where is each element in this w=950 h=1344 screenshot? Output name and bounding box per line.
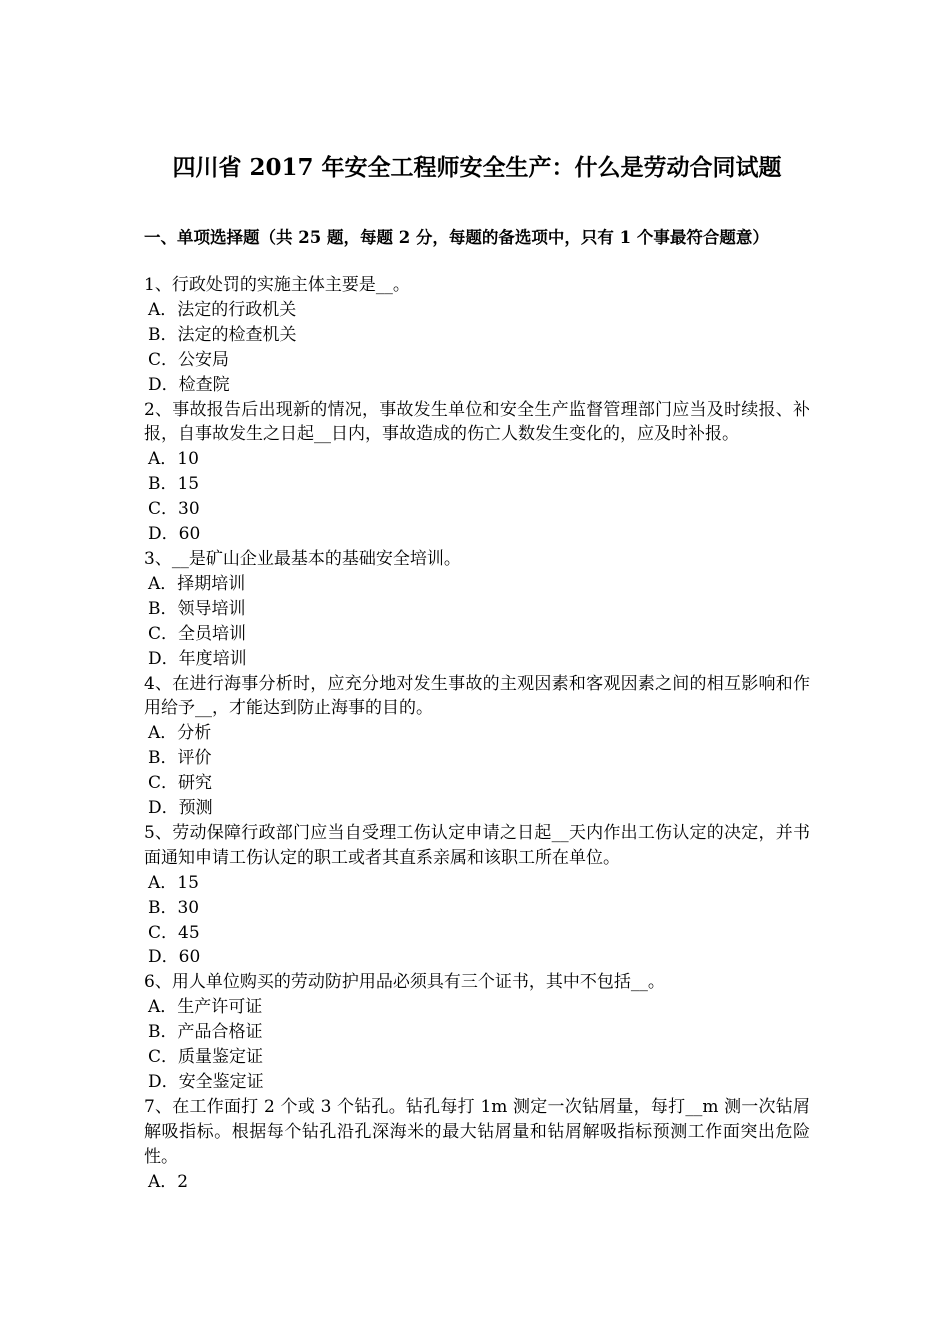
answer-option: D．60 xyxy=(148,524,201,545)
question-stem: 6、用人单位购买的劳动防护用品必须具有三个证书，其中不包括__。 xyxy=(144,972,665,993)
question-list xyxy=(144,273,810,1195)
question-block xyxy=(144,1095,810,1195)
section-heading: 一、单项选择题（共 25 题，每题 2 分，每题的备选项中，只有 1 个事最符合题意） xyxy=(144,228,769,247)
question-block xyxy=(144,970,810,1095)
question-stem: 1、行政处罚的实施主体主要是__。 xyxy=(144,275,410,295)
question-block xyxy=(144,547,810,672)
answer-option: C．30 xyxy=(148,499,200,520)
answer-option: C．质量鉴定证 xyxy=(148,1047,264,1068)
question-block xyxy=(144,398,810,547)
answer-option: D．预测 xyxy=(148,798,213,819)
answer-option: B．评价 xyxy=(148,748,212,769)
answer-option: D．检查院 xyxy=(148,374,230,395)
question-stem: 4、在进行海事分析时，应充分地对发生事故的主观因素和客观因素之间的相互影响和作用给予__，才能达到防止海事的目的。 xyxy=(144,673,810,719)
answer-option: A．10 xyxy=(148,449,199,470)
answer-option: A．法定的行政机关 xyxy=(148,299,297,320)
question-stem: 5、劳动保障行政部门应当自受理工伤认定申请之日起__天内作出工伤认定的决定，并书面通知申请工伤认定的职工或者其直系亲属和该职工所在单位。 xyxy=(144,822,810,868)
answer-option: C．全员培训 xyxy=(148,623,247,644)
answer-option: B．领导培训 xyxy=(148,598,246,619)
answer-option: C．公安局 xyxy=(148,349,230,370)
answer-option: D．60 xyxy=(148,947,201,968)
answer-option: D．年度培训 xyxy=(148,648,247,669)
answer-option: A．2 xyxy=(148,1171,189,1192)
answer-option: A．15 xyxy=(148,872,199,893)
answer-option: A．择期培训 xyxy=(148,573,246,594)
question-stem: 7、在工作面打 2 个或 3 个钻孔。钻孔每打 1m 测定一次钻屑量，每打__m 测一次钻屑解吸指标。根据每个钻孔沿孔深海米的最大钻屑量和钻屑解吸指标预测工作面突出危险性。 xyxy=(144,1096,810,1167)
answer-option: B．15 xyxy=(148,474,200,495)
answer-option: C．45 xyxy=(148,922,200,943)
answer-option: A．分析 xyxy=(148,723,212,744)
answer-option: C．研究 xyxy=(148,773,213,794)
question-block xyxy=(144,672,810,821)
answer-option: B．30 xyxy=(148,897,200,918)
answer-option: D．安全鉴定证 xyxy=(148,1072,264,1092)
question-block xyxy=(144,821,810,970)
question-block xyxy=(144,273,810,398)
question-stem: 2、事故报告后出现新的情况，事故发生单位和安全生产监督管理部门应当及时续报、补报，自事故发生之日起__日内，事故造成的伤亡人数发生变化的，应及时补报。 xyxy=(144,399,810,445)
answer-option: B．法定的检查机关 xyxy=(148,324,297,345)
answer-option: A．生产许可证 xyxy=(148,997,263,1018)
answer-option: B．产品合格证 xyxy=(148,1022,263,1043)
page-title: 四川省 2017 年安全工程师安全生产：什么是劳动合同试题 xyxy=(172,154,782,181)
question-stem: 3、__是矿山企业最基本的基础安全培训。 xyxy=(144,548,461,569)
